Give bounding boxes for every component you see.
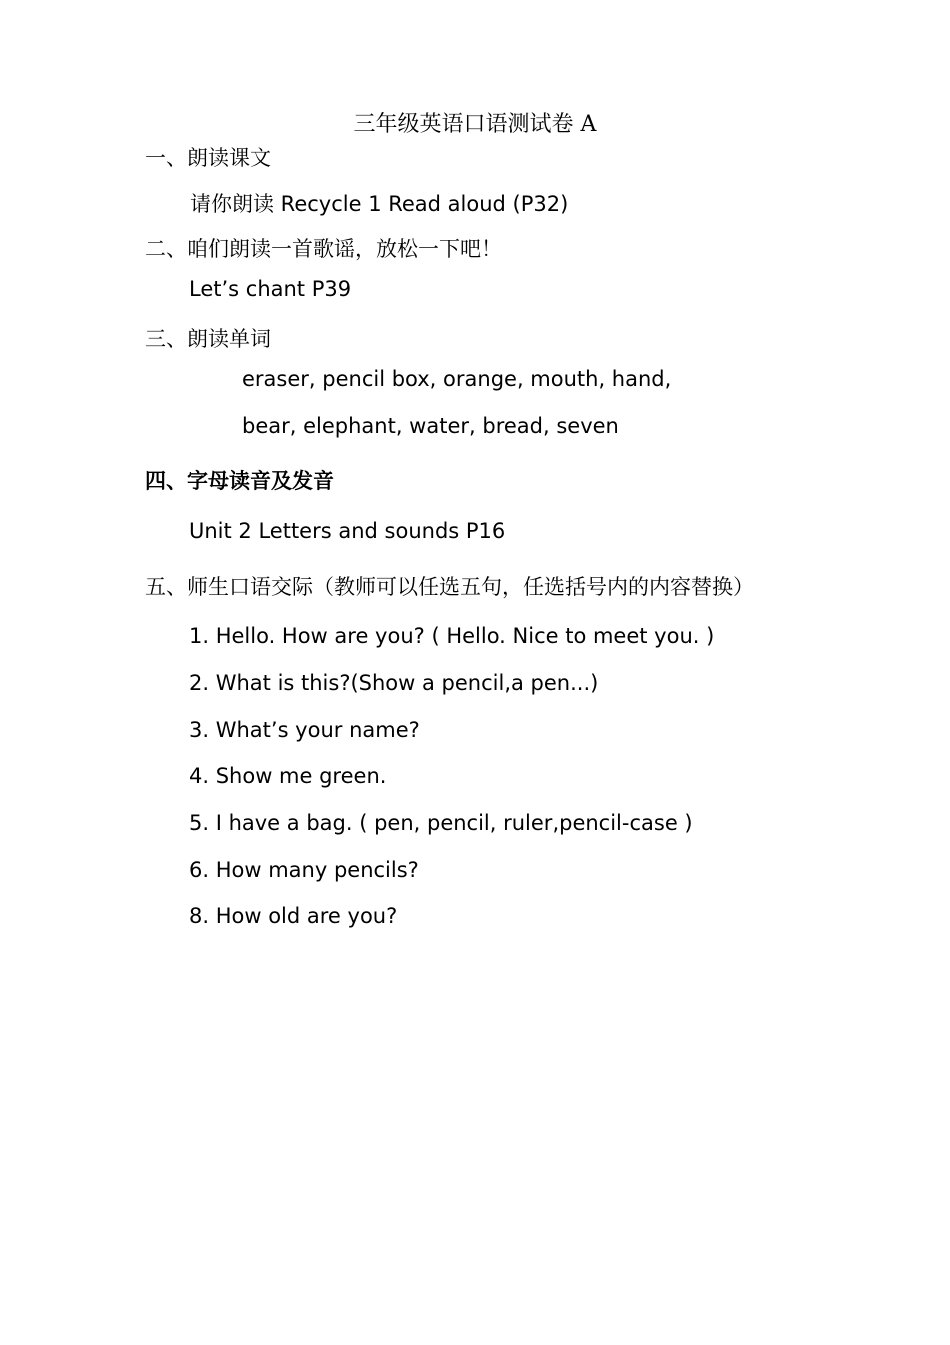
word-list-line: eraser, pencil box, orange, mouth, hand, (242, 367, 672, 391)
dialogue-item: 1. Hello. How are you? ( Hello. Nice to meet you. ) (189, 624, 715, 648)
section-5-heading: 五、师生口语交际（教师可以任选五句，任选括号内的内容替换） (145, 575, 754, 599)
dialogue-item: 6. How many pencils? (189, 858, 419, 882)
section-4-text: Unit 2 Letters and sounds P16 (189, 519, 506, 543)
dialogue-item: 3. What’s your name? (189, 718, 420, 742)
dialogue-item: 2. What is this?(Show a pencil,a pen...) (189, 671, 599, 695)
dialogue-item: 5. I have a bag. ( pen, pencil, ruler,pencil-case ) (189, 811, 693, 835)
word-list-line: bear, elephant, water, bread, seven (242, 414, 619, 438)
section-2-text: Let’s chant P39 (189, 277, 352, 301)
document-title: 三年级英语口语测试卷 A (353, 112, 597, 137)
section-1-text: 请你朗读 Recycle 1 Read aloud (P32) (190, 192, 569, 216)
section-1-heading: 一、朗读课文 (145, 146, 271, 170)
section-3-heading: 三、朗读单词 (145, 327, 271, 351)
dialogue-item: 4. Show me green. (189, 764, 387, 788)
dialogue-item: 8. How old are you? (189, 904, 398, 928)
section-4-heading: 四、字母读音及发音 (145, 469, 334, 493)
section-2-heading: 二、咱们朗读一首歌谣，放松一下吧！ (145, 237, 502, 261)
